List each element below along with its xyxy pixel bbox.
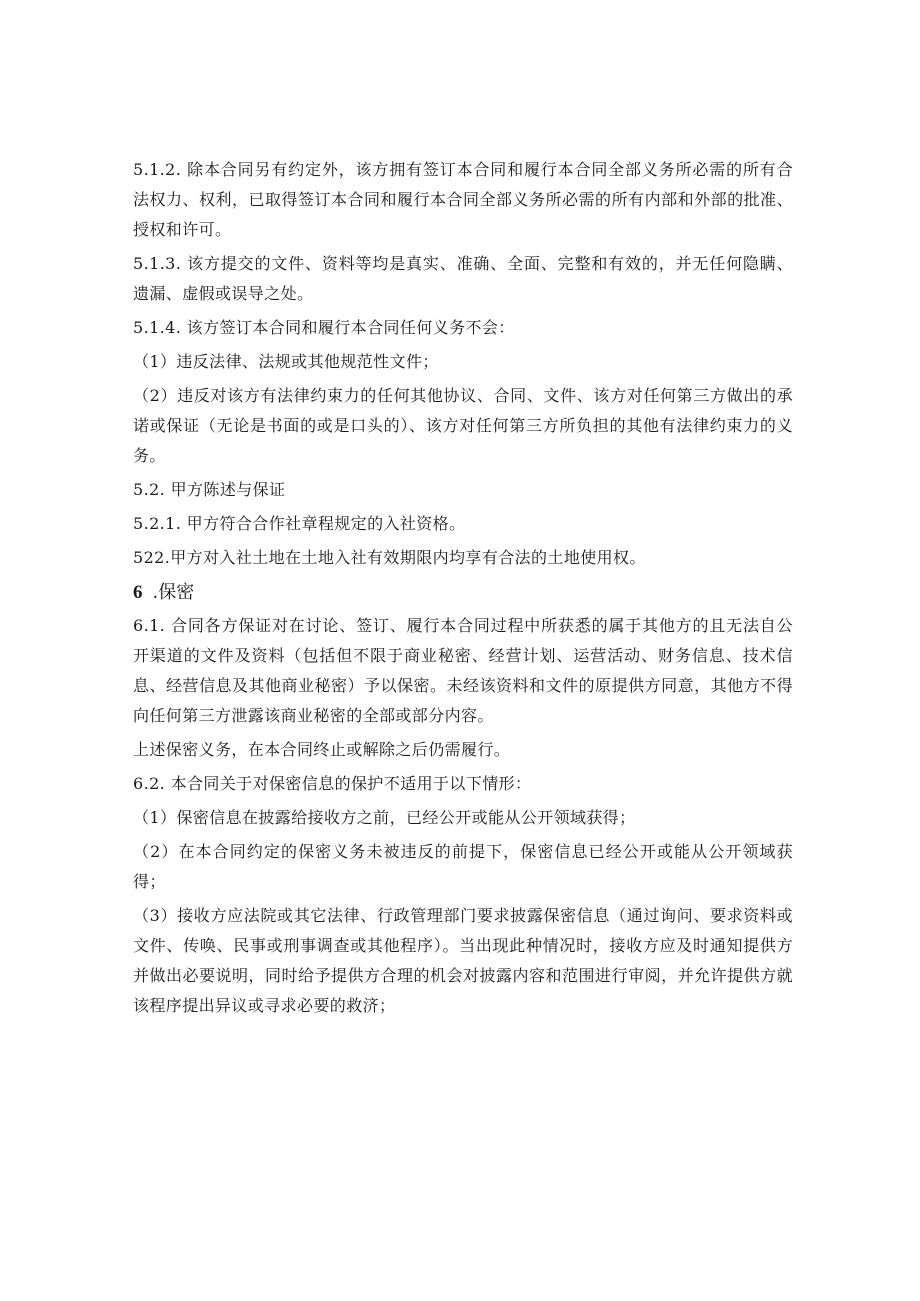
clause-6-1-continuation: 上述保密义务，在本合同终止或解除之后仍需履行。 [133, 740, 511, 759]
section-number: 6 [133, 582, 143, 603]
clause-5-1-4: 5.1.4. 该方签订本合同和履行本合同任何义务不会： [133, 318, 515, 337]
clause-6-1: 6.1. 合同各方保证对在讨论、签订、履行本合同过程中所获悉的属于其他方的且无法自公开渠道的文件及资料（包括但不限于商业秘密、经营计划、运营活动、财务信息、技术信息、经营信息及其他商业秘密）予以保密。未经该资料和文件的原提供方同意，其他方不得向任何第三方泄露该商业秘密的全部或部分内容。 [133, 616, 793, 725]
clause-5-1-4-item-2: （2）违反对该方有法律约束力的任何其他协议、合同、文件、该方对任何第三方做出的承诺或保证（无论是书面的或是口头的）、该方对任何第三方所负担的其他有法律约束力的义务。 [133, 386, 793, 465]
clause-6-2-item-3: （3）接收方应法院或其它法律、行政管理部门要求披露保密信息（通过询问、要求资料或文件、传唤、民事或刑事调查或其他程序）。当出现此种情况时，接收方应及时通知提供方并做出必要说明，同时给予提供方合理的机会对披露内容和范围进行审阅，并允许提供方就该程序提出异议或寻求必要的救济； [133, 906, 793, 1015]
clause-5-1-4-item-1: （1）违反法律、法规或其他规范性文件； [133, 352, 439, 371]
clause-5-2-2: 522.甲方对入社土地在土地入社有效期限内均享有合法的土地使用权。 [133, 548, 646, 567]
document-body [133, 155, 793, 1025]
clause-5-1-2: 5.1.2. 除本合同另有约定外，该方拥有签订本合同和履行本合同全部义务所必需的所有合法权力、权利，已取得签订本合同和履行本合同全部义务所必需的所有内部和外部的批准、授权和许可。 [133, 160, 793, 239]
clause-6-2-item-2: （2）在本合同约定的保密义务未被违反的前提下，保密信息已经公开或能从公开领域获得； [133, 842, 793, 891]
clause-6-2: 6.2. 本合同关于对保密信息的保护不适用于以下情形： [133, 774, 532, 793]
clause-5-1-3: 5.1.3. 该方提交的文件、资料等均是真实、准确、全面、完整和有效的，并无任何隐瞒、遗漏、虚假或误导之处。 [133, 254, 793, 303]
clause-5-2-1: 5.2.1. 甲方符合合作社章程规定的入社资格。 [133, 514, 466, 533]
section-title: .保密 [152, 582, 195, 603]
clause-5-2-heading: 5.2. 甲方陈述与保证 [133, 480, 286, 499]
section-6-heading [133, 577, 793, 609]
clause-6-2-item-1: （1）保密信息在披露给接收方之前，已经公开或能从公开领域获得； [133, 808, 636, 827]
